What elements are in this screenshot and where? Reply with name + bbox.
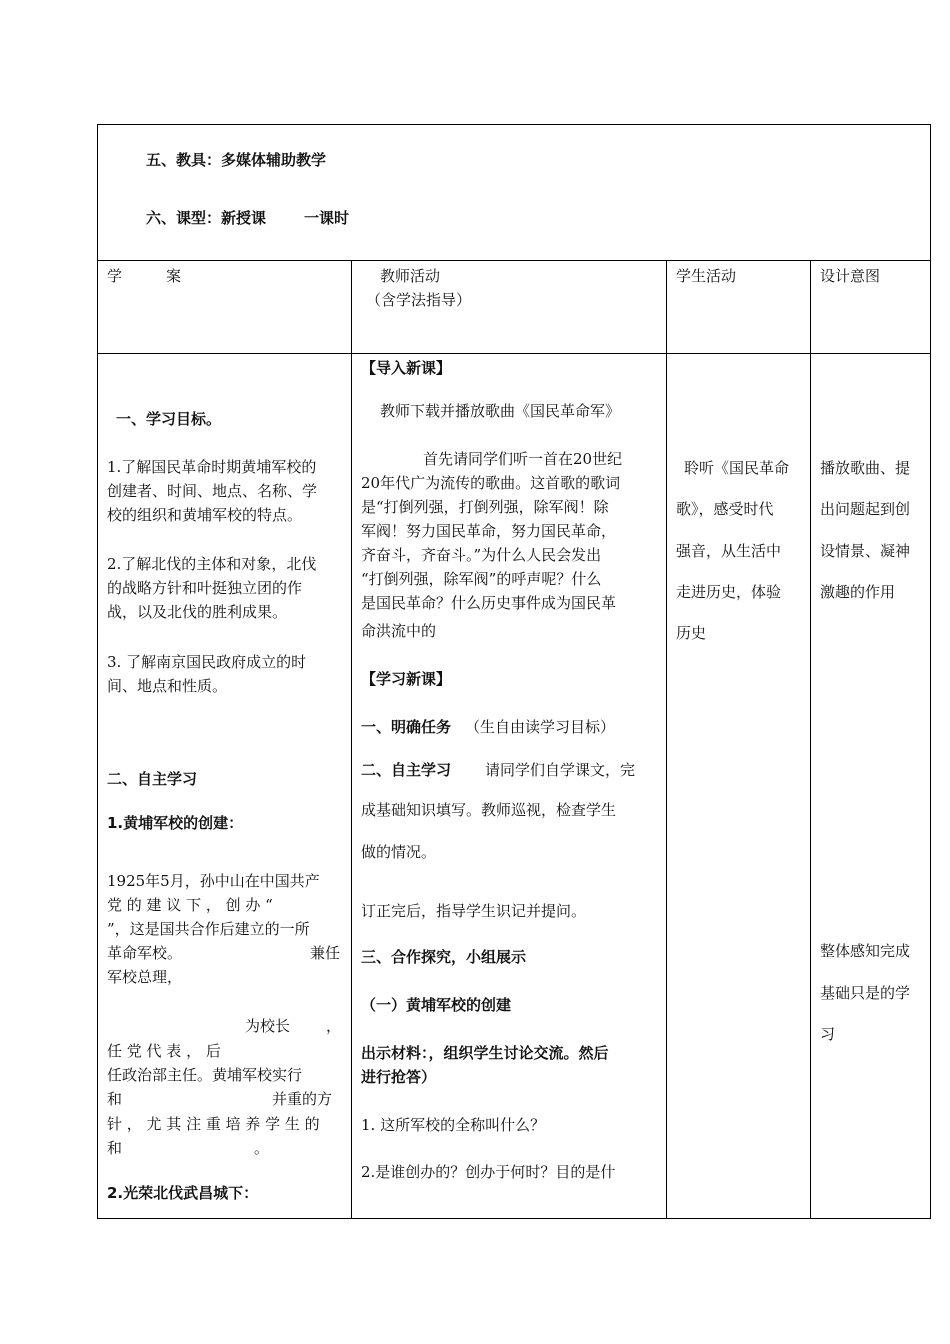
intro-line: 教师下载并播放歌曲《国民革命军》 (380, 402, 621, 420)
kexing-time: 一课时 (304, 209, 350, 227)
learn-title: 【学习新课】 (361, 670, 452, 688)
goals-title: 一、学习目标。 (116, 410, 222, 428)
task-text: （生自由读学习目标） (465, 718, 616, 736)
section-2-title: 2.光荣北伐武昌城下： (107, 1184, 259, 1202)
column-header-teacher-sub: （含学法指导） (366, 291, 472, 309)
column-divider-3 (810, 260, 811, 1219)
material-line-2: 进行抢答） (361, 1068, 437, 1086)
s1-line-11a: 和 (107, 1139, 123, 1157)
table-left-border (97, 124, 98, 1219)
coop-title: 三、合作探究，小组展示 (361, 948, 527, 966)
s1-line-9a: 和 (107, 1090, 123, 1108)
intro-para-8: 命洪流中的 (361, 622, 437, 640)
self-study-title: 二、自主学习 (107, 770, 198, 788)
task-label: 一、明确任务 (361, 718, 452, 736)
design-2-line-2: 基础只是的学 (820, 984, 911, 1002)
student-line-2: 歌》，感受时代 (676, 500, 774, 518)
self-text-1: 请同学们自学课文，完 (485, 761, 636, 779)
column-header-xuean-a: 学 (107, 267, 123, 285)
intro-para-7: 是国民革命？什么历史事件成为国民革 (361, 594, 617, 612)
table-top-border (97, 124, 931, 125)
goal-1-line-2: 创建者、时间、地点、名称、学 (107, 482, 318, 500)
column-divider-1 (351, 260, 352, 1219)
intro-para-5: 齐奋斗，齐奋斗。”为什么人民会发出 (361, 546, 602, 564)
intro-para-3: 是“打倒列强，打倒列强，除军阀！除 (361, 498, 609, 516)
self-text-2: 成基础知识填写。教师巡视，检查学生 (361, 801, 617, 819)
s1-line-4b: 兼任 (310, 944, 341, 962)
student-line-5: 历史 (676, 624, 707, 642)
goal-2-line-2: 的战略方针和叶挺独立团的作 (107, 579, 303, 597)
s1-line-5: 军校总理， (107, 968, 183, 986)
design-1-line-1: 播放歌曲、提 (820, 459, 911, 477)
goal-1-line-3: 校的组织和黄埔军校的特点。 (107, 506, 303, 524)
material-line-1: 出示材料：，组织学生讨论交流。然后 (361, 1044, 609, 1062)
self-text-3: 做的情况。 (361, 843, 437, 861)
table-bottom-border (97, 1218, 931, 1219)
design-1-line-2: 出问题起到创 (820, 500, 911, 518)
design-2-line-1: 整体感知完成 (820, 942, 911, 960)
student-line-4: 走进历史，体验 (676, 583, 782, 601)
column-divider-2 (666, 260, 667, 1219)
goal-2-line-1: 2.了解北伐的主体和对象，北伐 (107, 555, 317, 573)
s1-line-1: 1925年5月，孙中山在中国共产 (107, 872, 320, 890)
design-2-line-3: 习 (820, 1025, 836, 1043)
table-right-border (930, 124, 931, 1219)
column-header-design: 设计意图 (820, 267, 881, 285)
s1-line-11b: 。 (254, 1139, 270, 1157)
s1-line-7: 任 党 代 表 ， 后 (107, 1042, 221, 1060)
s1-line-4a: 革命军校。 (107, 944, 183, 962)
s1-line-6b: ， (326, 1017, 342, 1035)
self-label: 二、自主学习 (361, 761, 452, 779)
s1-line-9b: 并重的方 (272, 1090, 333, 1108)
s1-line-2: 党 的 建 议 下 ， 创 办 “ (107, 896, 273, 914)
s1-line-10: 针 ， 尤 其 注 重 培 养 学 生 的 (107, 1115, 320, 1133)
s1-line-3: ”，这是国共合作后建立的一所 (107, 920, 310, 938)
column-header-teacher: 教师活动 (380, 267, 441, 285)
design-1-line-4: 激趣的作用 (820, 583, 896, 601)
goal-2-line-3: 战，以及北伐的胜利成果。 (107, 603, 288, 621)
design-1-line-3: 设情景、凝神 (820, 542, 911, 560)
after-text: 订正完后，指导学生识记并提问。 (361, 902, 587, 920)
jiaoju-line: 五、教具：多媒体辅助教学 (146, 151, 327, 169)
section-1-title: 1.黄埔军校的创建： (107, 814, 244, 832)
s1-line-8: 任政治部主任。黄埔军校实行 (107, 1066, 303, 1084)
intro-para-6: “打倒列强，除军阀”的呼声呢？什么 (361, 570, 602, 588)
column-header-student: 学生活动 (676, 267, 737, 285)
sub-title-1: （一）黄埔军校的创建 (361, 996, 512, 1014)
goal-3-line-2: 间、地点和性质。 (107, 677, 228, 695)
question-2: 2.是谁创办的？创办于何时？目的是什 (361, 1163, 616, 1181)
column-header-xuean-b: 案 (166, 267, 182, 285)
s1-line-6a: 为校长 (245, 1017, 291, 1035)
header-divider (97, 260, 931, 261)
intro-para-2: 20年代广为流传的歌曲。这首歌的歌词 (361, 474, 621, 492)
intro-para-4: 军阀！努力国民革命，努力国民革命， (361, 522, 617, 540)
goal-1-line-1: 1.了解国民革命时期黄埔军校的 (107, 458, 317, 476)
question-1: 1. 这所军校的全称叫什么？ (361, 1116, 546, 1134)
student-line-1: 聆听《国民革命 (684, 459, 790, 477)
column-header-divider (97, 353, 931, 354)
intro-para-1: 首先请同学们听一首在20世纪 (423, 450, 623, 468)
intro-title: 【导入新课】 (361, 359, 452, 377)
kexing-label: 六、课型：新授课 (146, 209, 267, 227)
student-line-3: 强音，从生活中 (676, 542, 782, 560)
goal-3-line-1: 3. 了解南京国民政府成立的时 (107, 653, 307, 671)
